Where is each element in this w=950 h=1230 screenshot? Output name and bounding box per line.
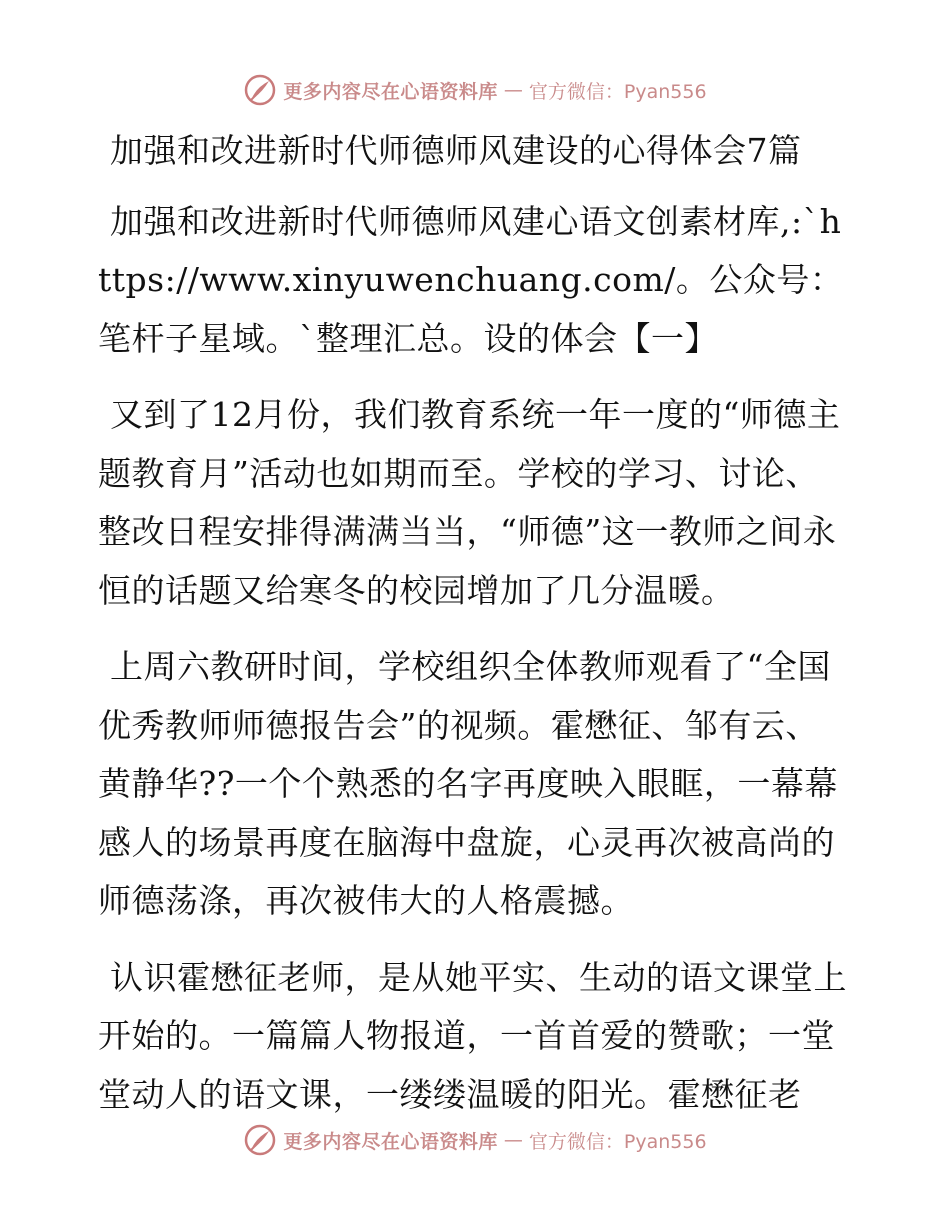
quill-logo-icon xyxy=(243,1123,277,1157)
banner-text: 更多内容尽在心语资料库 xyxy=(283,1130,498,1153)
paragraph-3: 上周六教研时间，学校组织全体教师观看了“全国优秀教师师德报告会”的视频。霍懋征、邹有云、黄静华??一个个熟悉的名字再度映入眼眶，一幕幕感人的场景再度在脑海中盘旋，心灵再次被高尚的师德荡涤，再次被伟大的人格震撼。 xyxy=(98,647,838,920)
paragraph-2: 又到了12月份，我们教育系统一年一度的“师德主题教育月”活动也如期而至。学校的学习、讨论、整改日程安排得满满当当，“师德”这一教师之间永恒的话题又给寒冬的校园增加了几分温暖。 xyxy=(98,395,841,610)
document-body xyxy=(98,122,850,1142)
banner-dash: — xyxy=(503,79,523,101)
quill-logo-icon xyxy=(243,73,277,107)
banner-text: 更多内容尽在心语资料库 xyxy=(283,80,498,103)
banner-dash: — xyxy=(503,1129,523,1151)
paragraph-1: 加强和改进新时代师德师风建心语文创素材库,:`https://www.xinyuwenchuang.com/。公众号：笔杆子星域。`整理汇总。设的体会【一】 xyxy=(98,201,844,358)
document-title: 加强和改进新时代师德师风建设的心得体会7篇 xyxy=(110,131,802,170)
footer-banner xyxy=(0,1120,950,1160)
header-banner xyxy=(0,70,950,110)
banner-wechat: 官方微信：Pyan556 xyxy=(528,1130,707,1153)
paragraph-4: 认识霍懋征老师，是从她平实、生动的语文课堂上开始的。一篇篇人物报道，一首首爱的赞歌；一堂堂动人的语文课，一缕缕温暖的阳光。霍懋征老 xyxy=(98,957,847,1114)
banner-wechat: 官方微信：Pyan556 xyxy=(528,80,707,103)
